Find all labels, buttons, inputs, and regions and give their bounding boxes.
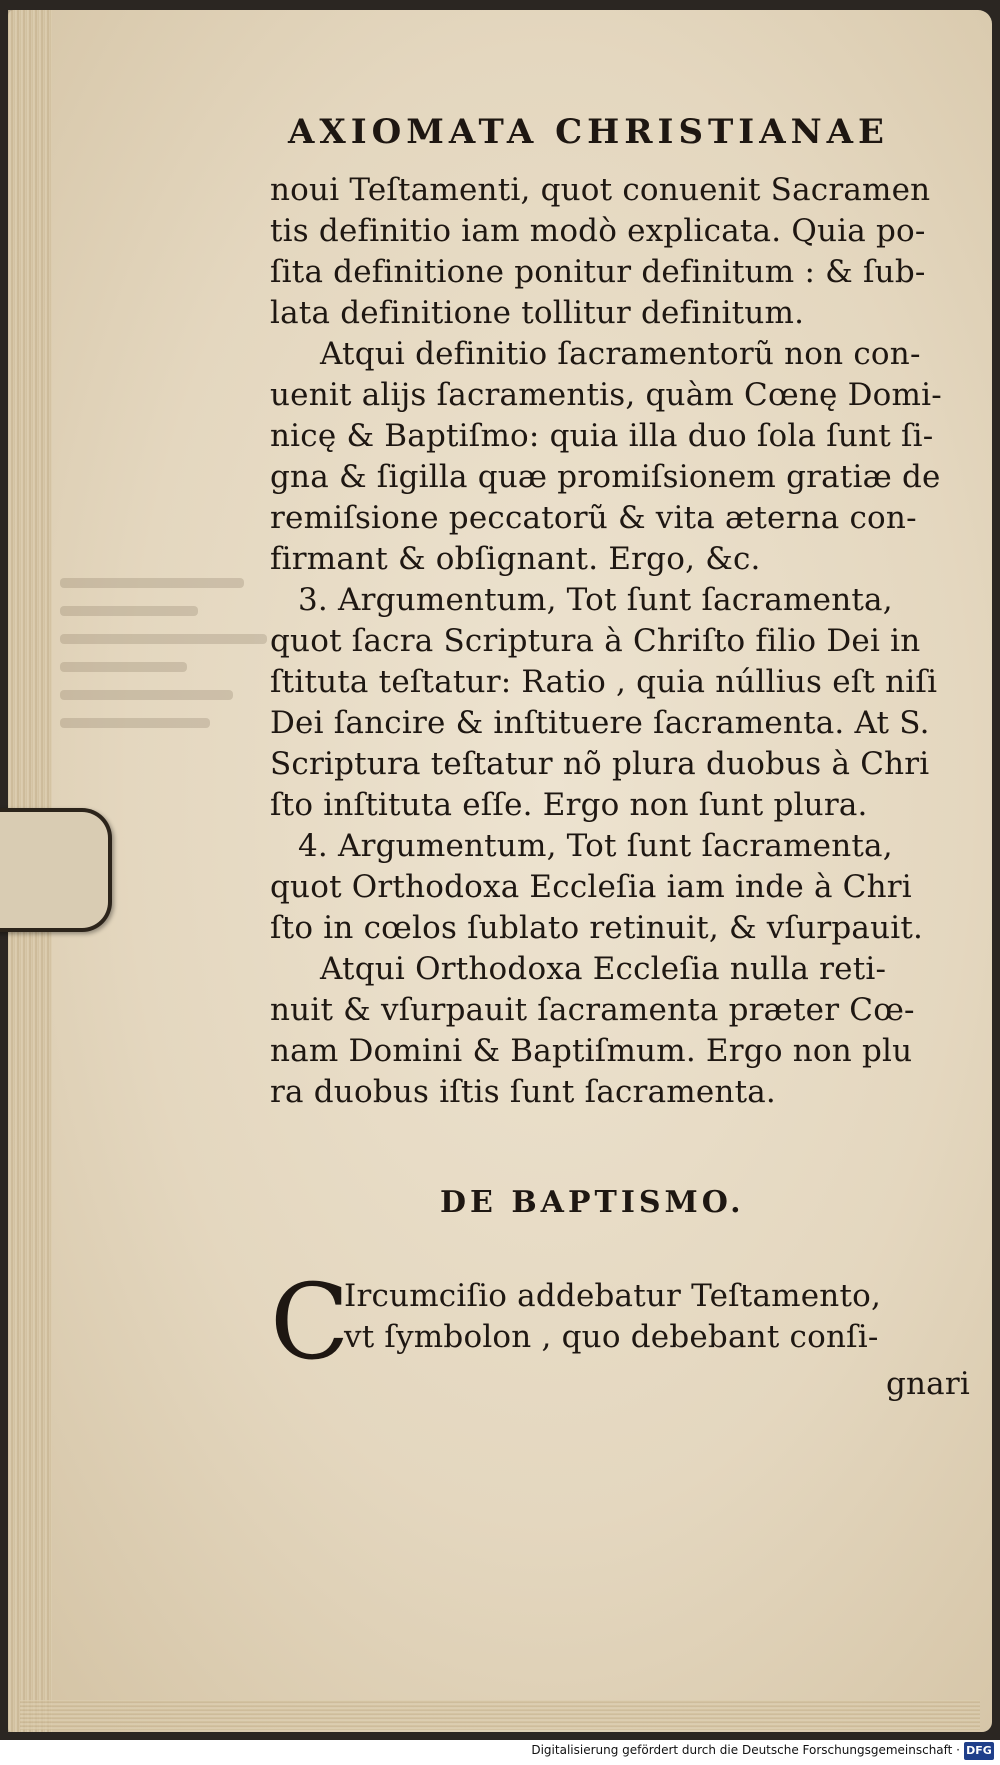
footer-bar: [0, 1740, 1000, 1765]
text-line: 3. Argumentum, Tot ſunt ſacramenta,: [298, 582, 893, 618]
text-line: noui Teſtamenti, quot conuenit Sacramen: [270, 172, 931, 208]
text-line: uenit alijs ſacramentis, quàm Cœnę Domi-: [270, 377, 942, 413]
clip-tab: [0, 808, 112, 932]
text-line: nicę & Baptiſmo: quia illa duo ſola ſunt ſi-: [270, 418, 934, 454]
text-line: quot Orthodoxa Eccleſia iam inde à Chri: [270, 869, 912, 905]
dfg-logo: DFG: [964, 1742, 994, 1760]
text-line: Dei ſancire & inſtituere ſacramenta. At S.: [270, 705, 930, 741]
dropcap-paragraph: [270, 1261, 970, 1383]
dropcap-letter: C: [270, 1261, 350, 1383]
text-line: ſto inſtituta eſſe. Ergo non ſunt plura.: [270, 787, 868, 823]
text-line: firmant & obſignant. Ergo, &c.: [270, 541, 761, 577]
text-line: 4. Argumentum, Tot ſunt ſacramenta,: [298, 828, 893, 864]
text-line: Atqui Orthodoxa Eccleſia nulla reti-: [320, 951, 887, 987]
text-line: ſita definitione ponitur definitum : & ſub-: [270, 254, 926, 290]
text-line: ſto in cœlos ſublato retinuit, & vſurpauit.: [270, 910, 924, 946]
text-line: lata definitione tollitur definitum.: [270, 295, 805, 331]
text-line: tis definitio iam modò explicata. Quia po-: [270, 213, 926, 249]
text-line: remiſsione peccatorũ & vita æterna con-: [270, 500, 917, 536]
text-line: ſtituta teſtatur: Ratio , quia núllius eſt niſi: [270, 664, 938, 700]
text-line: Ircumciſio addebatur Teſtamento,: [344, 1278, 882, 1314]
text-line: vt ſymbolon , quo debebant conſi-: [344, 1319, 879, 1355]
catchword: gnari: [885, 1366, 970, 1402]
text-line: quot ſacra Scriptura à Chriſto filio Dei in: [270, 623, 921, 659]
funding-credit: Digitalisierung gefördert durch die Deutsche Forschungsgemeinschaft ·: [531, 1743, 960, 1757]
running-header: AXIOMATA CHRISTIANAE: [288, 112, 889, 152]
page-bottom-edge: [20, 1700, 980, 1730]
text-line: Atqui definitio ſacramentorũ non con-: [320, 336, 921, 372]
text-line: ra duobus iſtis ſunt ſacramenta.: [270, 1074, 776, 1110]
text-line: Scriptura teſtatur nõ plura duobus à Chri: [270, 746, 930, 782]
page-text-block: [270, 112, 970, 1405]
text-line: nuit & vſurpauit ſacramenta præter Cœ-: [270, 992, 915, 1028]
section-heading: DE BAPTISMO.: [440, 1185, 745, 1220]
text-line: gna & ſigilla quæ promiſsionem gratiæ de: [270, 459, 941, 495]
text-line: nam Domini & Baptiſmum. Ergo non plu: [270, 1033, 913, 1069]
